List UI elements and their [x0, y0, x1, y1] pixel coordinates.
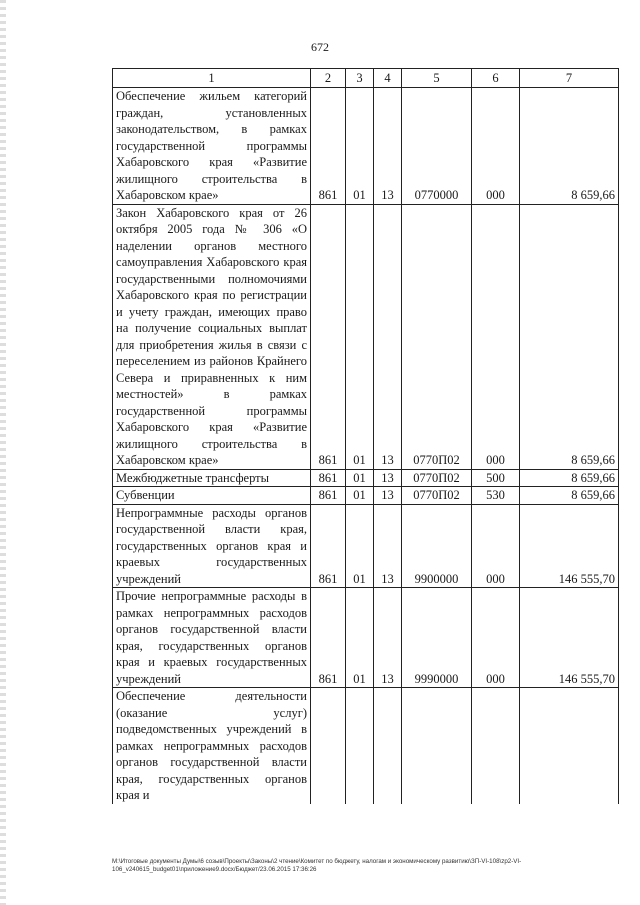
row-section-code: 01 — [346, 487, 374, 505]
row-target-code: 9900000 — [402, 504, 472, 588]
row-target-code: 9990000 — [402, 588, 472, 688]
row-subsection-code: 13 — [374, 588, 402, 688]
page-number: 672 — [311, 40, 329, 54]
row-target-code: 0770П02 — [402, 469, 472, 487]
row-name: Обеспечение жильем категорий граждан, установленных законодательством, в рамках государственной программы Хабаровского края «Развитие жилищного строительства в Хабаровском крае» — [113, 88, 311, 205]
row-amount: 146 555,70 — [520, 588, 619, 688]
header-col-7: 7 — [520, 69, 619, 88]
row-expense-type — [472, 688, 520, 804]
header-col-1: 1 — [113, 69, 311, 88]
row-subsection-code: 13 — [374, 487, 402, 505]
header-col-5: 5 — [402, 69, 472, 88]
footer-file-path: M:\Итоговые документы Думы\6 созыв\Проекты\Законы\2 чтение\Комитет по бюджету, налогам и экономическому развитию\ЗП-VI-108\zp2-VI-106_v240615_budget01\приложение9.docx/Бюджет/23.06.2015 17:36:26 — [112, 858, 522, 873]
table-row — [113, 688, 619, 804]
row-ministry-code: 861 — [311, 588, 346, 688]
row-amount: 8 659,66 — [520, 88, 619, 205]
header-col-2: 2 — [311, 69, 346, 88]
header-col-6: 6 — [472, 69, 520, 88]
table-row — [113, 469, 619, 487]
row-section-code: 01 — [346, 204, 374, 469]
row-section-code: 01 — [346, 469, 374, 487]
row-section-code — [346, 688, 374, 804]
header-col-3: 3 — [346, 69, 374, 88]
row-target-code: 0770П02 — [402, 487, 472, 505]
row-amount: 8 659,66 — [520, 469, 619, 487]
row-subsection-code: 13 — [374, 504, 402, 588]
row-ministry-code: 861 — [311, 504, 346, 588]
row-subsection-code — [374, 688, 402, 804]
row-ministry-code — [311, 688, 346, 804]
scan-edge-artifact — [0, 0, 6, 905]
row-expense-type: 000 — [472, 588, 520, 688]
row-amount — [520, 688, 619, 804]
row-amount: 8 659,66 — [520, 204, 619, 469]
row-section-code: 01 — [346, 588, 374, 688]
row-ministry-code: 861 — [311, 204, 346, 469]
row-ministry-code: 861 — [311, 469, 346, 487]
row-subsection-code: 13 — [374, 88, 402, 205]
table-row — [113, 204, 619, 469]
row-target-code: 0770П02 — [402, 204, 472, 469]
row-section-code: 01 — [346, 504, 374, 588]
row-subsection-code: 13 — [374, 469, 402, 487]
row-name: Закон Хабаровского края от 26 октября 2005 года № 306 «О наделении органов местного самоуправления Хабаровского края государственными полномочиями Хабаровского края по регистрации и учету граждан, имеющих право на получение социальных выплат для приобретения жилья в связи с переселением из районов Крайнего Севера и приравненных к ним местностей» в рамках государственной программы Хабаровского края «Развитие жилищного строительства в Хабаровском крае» — [113, 204, 311, 469]
row-name: Межбюджетные трансферты — [113, 469, 311, 487]
row-expense-type: 500 — [472, 469, 520, 487]
row-name: Непрограммные расходы органов государственной власти края, государственных органов края и краевых государственных учреждений — [113, 504, 311, 588]
row-target-code: 0770000 — [402, 88, 472, 205]
row-name: Субвенции — [113, 487, 311, 505]
table-row — [113, 88, 619, 205]
row-expense-type: 000 — [472, 88, 520, 205]
row-name: Прочие непрограммные расходы в рамках непрограммных расходов органов государственной власти края, государственных органов края и краевых государственных учреждений — [113, 588, 311, 688]
row-section-code: 01 — [346, 88, 374, 205]
row-subsection-code: 13 — [374, 204, 402, 469]
row-ministry-code: 861 — [311, 88, 346, 205]
row-amount: 146 555,70 — [520, 504, 619, 588]
header-col-4: 4 — [374, 69, 402, 88]
table-row — [113, 588, 619, 688]
table-header-row — [113, 69, 619, 88]
row-expense-type: 000 — [472, 504, 520, 588]
budget-table — [112, 68, 619, 804]
row-expense-type: 530 — [472, 487, 520, 505]
table-row — [113, 487, 619, 505]
row-expense-type: 000 — [472, 204, 520, 469]
row-target-code — [402, 688, 472, 804]
row-amount: 8 659,66 — [520, 487, 619, 505]
table-row — [113, 504, 619, 588]
row-name: Обеспечение деятельности (оказание услуг) подведомственных учреждений в рамках непрограммных расходов органов государственной власти края, государственных органов края и — [113, 688, 311, 804]
row-ministry-code: 861 — [311, 487, 346, 505]
